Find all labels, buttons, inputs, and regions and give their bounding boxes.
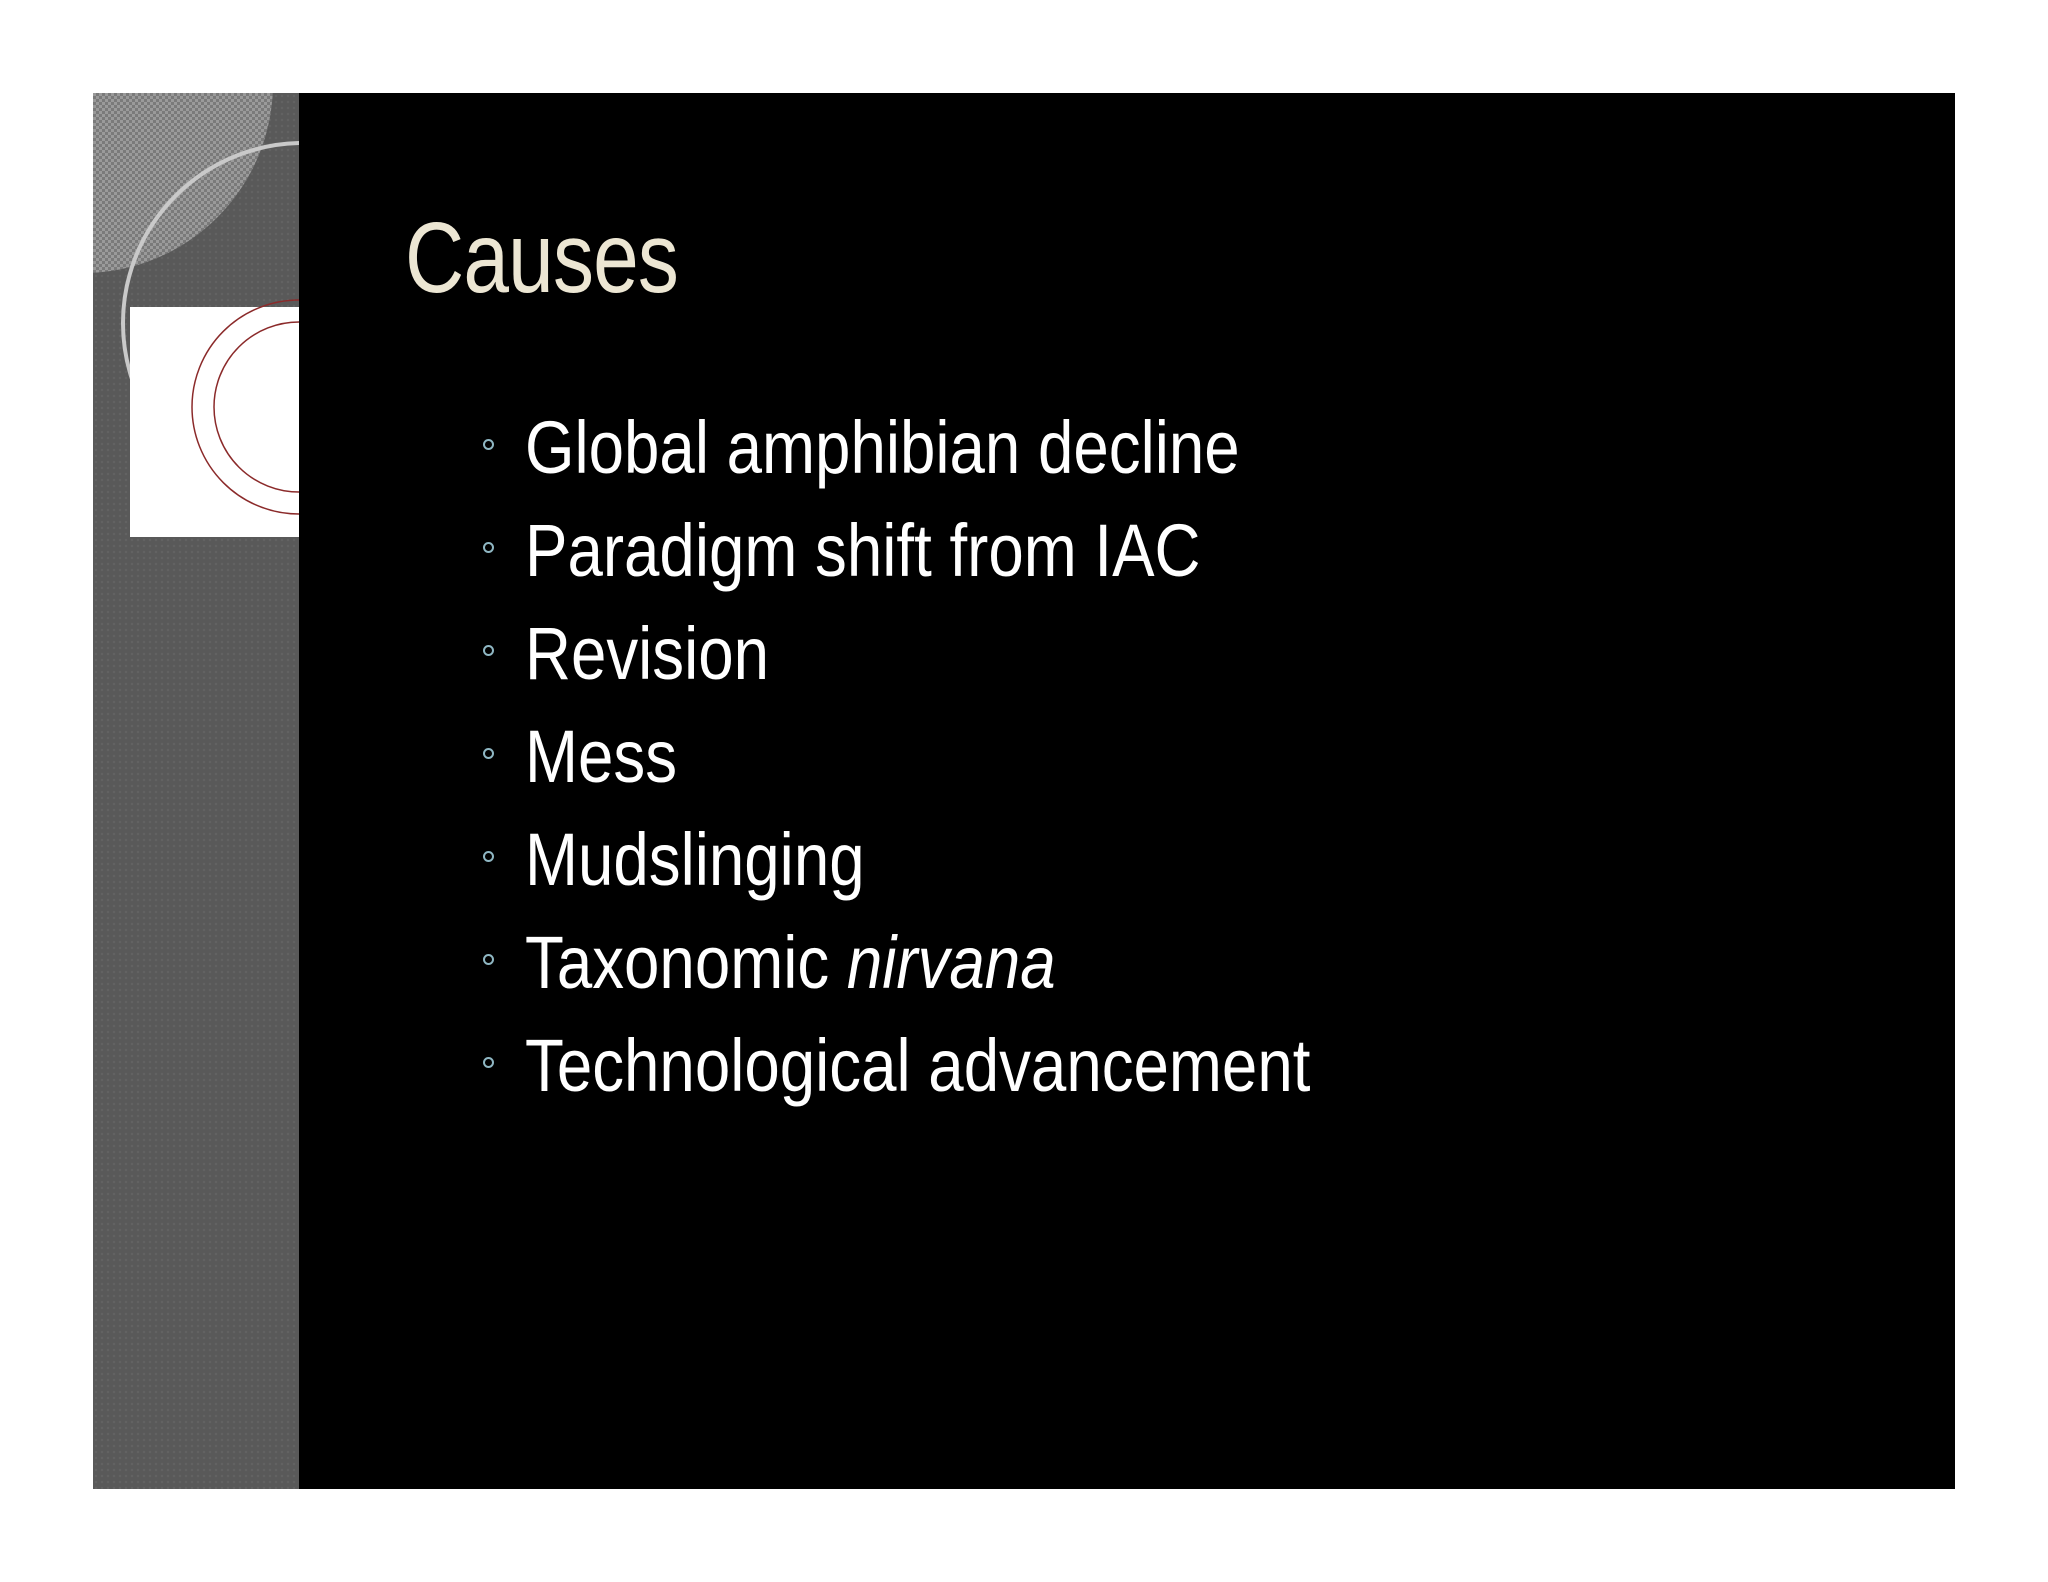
- bullet-ring-icon: [483, 851, 494, 862]
- bullet-ring-icon: [483, 748, 494, 759]
- bullet-ring-icon: [483, 542, 494, 553]
- bullet-text: Taxonomic nirvana: [525, 921, 1056, 1004]
- bullet-text: Technological advancement: [525, 1024, 1311, 1107]
- textured-circle: [93, 93, 273, 273]
- bullet-ring-icon: [483, 1057, 494, 1068]
- bullet-text: Paradigm shift from IAC: [525, 509, 1201, 592]
- bullet-text: Global amphibian decline: [525, 406, 1240, 489]
- italic-term: nirvana: [846, 921, 1056, 1004]
- slide: [93, 93, 1955, 1489]
- bullet-ring-icon: [483, 954, 494, 965]
- bullet-ring-icon: [483, 439, 494, 450]
- bullet-text: Revision: [525, 612, 770, 695]
- bullet-text: Mess: [525, 715, 678, 798]
- decorative-circles: [93, 93, 299, 543]
- slide-title: Causes: [405, 202, 679, 314]
- bullet-text: Mudslinging: [525, 818, 865, 901]
- bullet-ring-icon: [483, 645, 494, 656]
